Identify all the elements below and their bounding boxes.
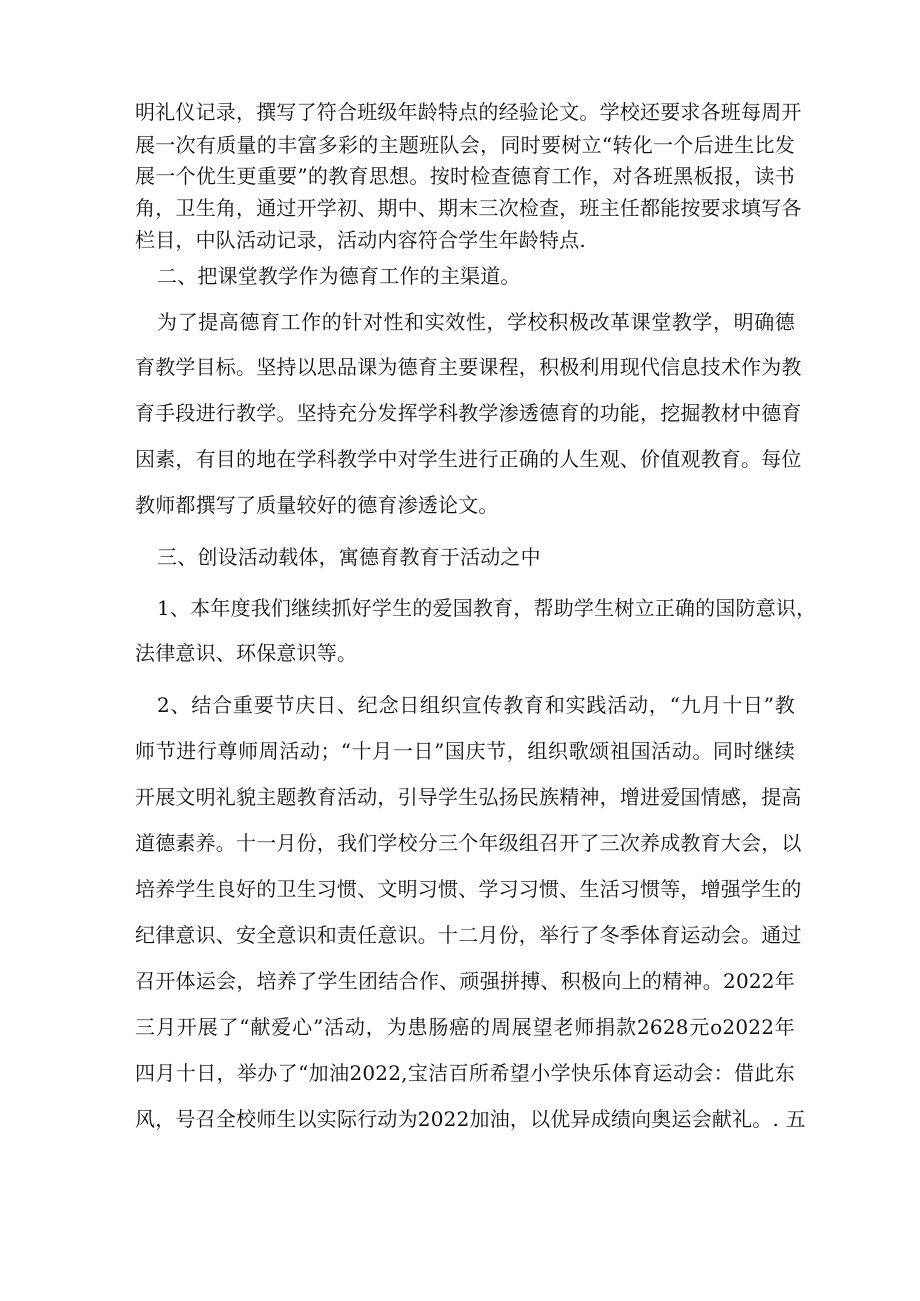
paragraph-2-line-1: 为了提高德育工作的针对性和实效性，学校积极改革课堂教学，明确德: [157, 310, 795, 334]
item-2-line-7: 召开体运会，培养了学生团结合作、顽强拼搏、积极向上的精神。2022年: [135, 969, 795, 993]
paragraph-2-line-3: 育手段进行教学。坚持充分发挥学科教学渗透德育的功能，挖掘教材中德育: [135, 401, 802, 425]
item-2-line-1: 2、结合重要节庆日、纪念日组织宣传教育和实践活动，“九月十日”教: [157, 693, 795, 717]
item-2-line-9: 四月十日，举办了“加油2022,宝洁百所希望小学快乐体育运动会：借此东: [135, 1061, 795, 1085]
item-2-line-2: 师节进行尊师周活动；“十月一日”国庆节，组织歌颂祖国活动。同时继续: [135, 739, 795, 763]
paragraph-1-line-4: 角，卫生角，通过开学初、期中、期末三次检查，班主任都能按要求填写各: [135, 196, 802, 220]
item-2-line-8: 三月开展了“献爱心”活动，为患肠癌的周展望老师捐款2628元o2022年: [135, 1015, 795, 1039]
paragraph-1-line-2: 展一次有质量的丰富多彩的主题班队会，同时要树立“转化一个后进生比发: [135, 133, 795, 157]
paragraph-2-line-2: 育教学目标。坚持以思品课为德育主要课程，积极利用现代信息技术作为教: [135, 355, 802, 379]
item-2-line-4: 道德素养。十一月份，我们学校分三个年级组召开了三次养成教育大会，以: [135, 831, 802, 855]
item-2-line-6: 纪律意识、安全意识和责任意识。十二月份，举行了冬季体育运动会。通过: [135, 923, 802, 947]
item-2-line-5: 培养学生良好的卫生习惯、文明习惯、学习习惯、生活习惯等，增强学生的: [135, 877, 802, 901]
paragraph-2-line-4: 因素，有目的地在学科教学中对学生进行正确的人生观、价值观教育。每位: [135, 447, 802, 471]
item-2-line-10: 风，号召全校师生以实际行动为2022加油，以优异成绩向奥运会献礼。. 五: [135, 1107, 806, 1131]
paragraph-2-line-5: 教师都撰写了质量较好的德育渗透论文。: [135, 493, 499, 517]
paragraph-1-line-5: 栏目，中队活动记录，活动内容符合学生年龄特点.: [135, 228, 586, 252]
section-heading-2: 二、把课堂教学作为德育工作的主渠道。: [157, 264, 521, 288]
section-heading-3: 三、创设活动载体，寓德育教育于活动之中: [157, 545, 541, 569]
item-1-line-1: 1、本年度我们继续抓好学生的爱国教育，帮助学生树立正确的国防意识，: [157, 596, 817, 620]
item-2-line-3: 开展文明礼貌主题教育活动，引导学生弘扬民族精神，增进爱国情感，提高: [135, 785, 802, 809]
item-1-line-2: 法律意识、环保意识等。: [135, 641, 358, 665]
paragraph-1-line-3: 展一个优生更重要”的教育思想。按时检查德育工作，对各班黑板报，读书: [135, 164, 795, 188]
paragraph-1-line-1: 明礼仪记录，撰写了符合班级年龄特点的经验论文。学校还要求各班每周开: [135, 100, 802, 124]
